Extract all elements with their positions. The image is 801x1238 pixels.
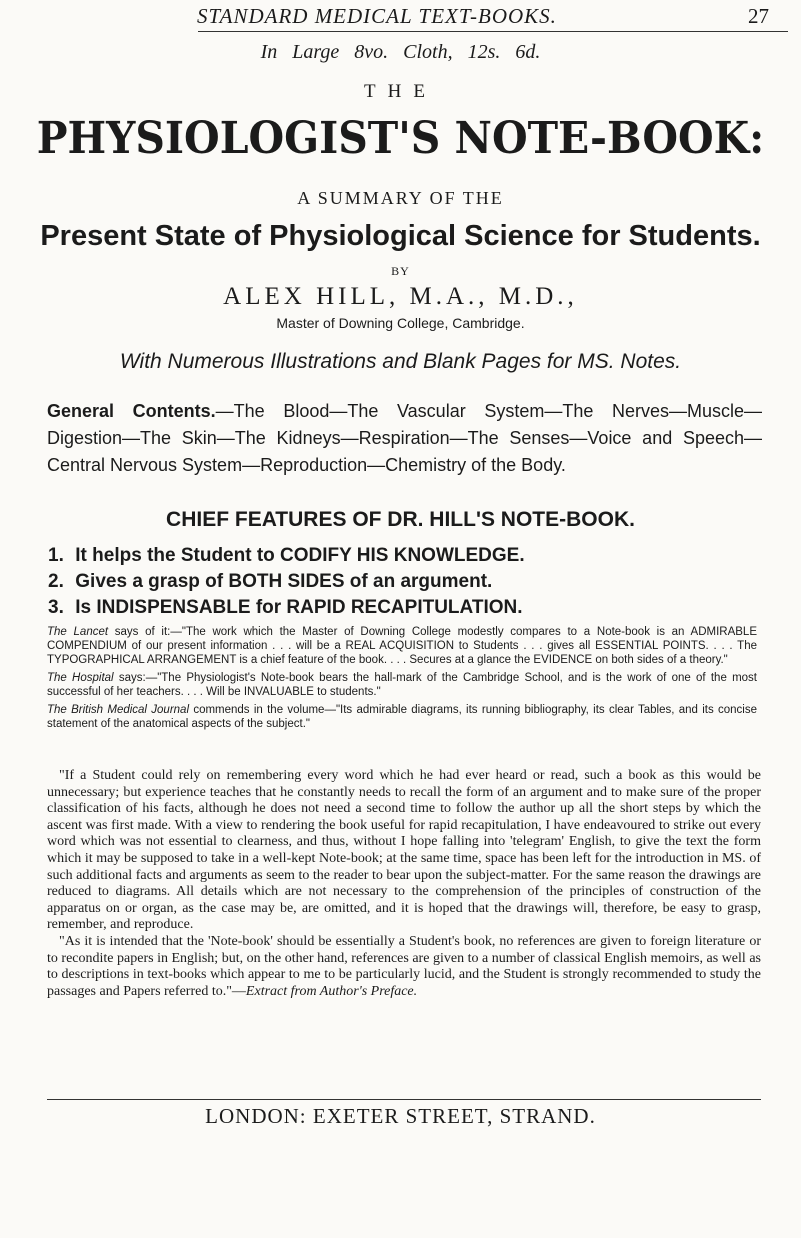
review-source: The British Medical Journal (47, 704, 190, 716)
running-head: STANDARD MEDICAL TEXT-BOOKS. (197, 4, 557, 28)
features-heading: CHIEF FEATURES OF DR. HILL'S NOTE-BOOK. (166, 508, 635, 531)
footer-rule (47, 1099, 761, 1100)
the-word: THE (364, 81, 437, 102)
review-source: The Lancet (47, 626, 109, 638)
header-rule (198, 31, 788, 32)
general-contents (47, 398, 762, 479)
preface-paragraph-text: "As it is intended that the 'Note-book' should be essentially a Student's book, no references are given to foreign literature or to recondite papers in English; but, on the other hand, references are given to a number of classical English memoirs, as well as to descriptions in text-books which appear to me to be particularly lucid, and the Student is strongly recommended to study the passages and Papers referred to."— (47, 933, 761, 999)
page-number: 27 (748, 4, 769, 28)
features-list (48, 543, 768, 621)
feature-item (48, 543, 768, 569)
by-line: BY (391, 264, 410, 278)
book-subtitle: Present State of Physiological Science for Students. (40, 220, 761, 252)
feature-text: Is INDISPENSABLE for RAPID RECAPITULATION. (75, 597, 523, 618)
review-text: says:—"The Physiologist's Note-book bears the hall-mark of the Cambridge School, and is the work of one of the most successful of her teachers. . . . Will be INVALUABLE to students." (47, 672, 757, 698)
preface-attribution: Extract from Author's Preface. (245, 983, 418, 999)
preface-paragraph-2 (47, 934, 761, 1000)
feature-number: 2. (48, 571, 64, 592)
feature-text: Gives a grasp of BOTH SIDES of an argument. (75, 571, 493, 592)
review-hospital (47, 671, 757, 699)
feature-item (48, 595, 768, 621)
preface-extract (47, 768, 761, 1000)
author-name: ALEX HILL, M.A., M.D., (223, 283, 578, 310)
review-text: says of it:—"The work which the Master of Downing College modestly compares to a Note-book is an ADMIRABLE COMPENDIUM of our present information . . . will be a REAL ACQUISITION to Students . . . gives all ESSENTIAL POINTS. . . . The TYPOGRAPHICAL ARRANGEMENT is a chief feature of the book. . . . Secures at a glance the EVIDENCE on both sides of a theory." (47, 626, 757, 666)
author-role: Master of Downing College, Cambridge. (276, 315, 525, 331)
feature-number: 3. (48, 597, 64, 618)
feature-item (48, 569, 768, 595)
feature-text: It helps the Student to CODIFY HIS KNOWLEDGE. (75, 545, 525, 566)
illustrations-line: With Numerous Illustrations and Blank Pages for MS. Notes. (119, 350, 682, 373)
format-line: In Large 8vo. Cloth, 12s. 6d. (260, 41, 541, 63)
feature-number: 1. (48, 545, 64, 566)
review-text: commends in the volume—"Its admirable diagrams, its running bibliography, its clear Tables, and its concise statement of the anatomical aspects of the subject." (47, 704, 757, 730)
review-bmj (47, 703, 757, 731)
contents-text: —The Blood—The Vascular System—The Nerves—Muscle—Digestion—The Skin—The Kidneys—Respiration—The Senses—Voice and Speech—Central Nervous System—Reproduction—Chemistry of the Body. (47, 401, 763, 475)
publisher-imprint: LONDON: EXETER STREET, STRAND. (205, 1104, 596, 1128)
review-lancet (47, 625, 757, 667)
summary-line: A SUMMARY OF THE (297, 188, 504, 208)
preface-paragraph: "If a Student could rely on remembering every word which he had ever heard or read, such a book as this would be unnecessary; but experience teaches that he constantly needs to recall the form of an argument and to make sure of the proper classification of his facts, although he does not need a second time to follow the author up all the short steps by which the ascent was first made. With a view to rendering the book useful for rapid recapitulation, I have endeavoured to strike out every word which was not essential to clearness, and thus, without I hope falling into 'telegram' English, to give the text the form which it may be supposed to take in a well-kept Note-book; at the same time, space has been left for the introduction in MS. of such additional facts and arguments as seem to the reader to bear upon the subject-matter. For the same reason the drawings are reduced to diagrams. All details which are not necessary to the comprehension of the principles of construction of the apparatus on or organ, as the case may be, are omitted, and it is hoped that the drawings will, therefore, be easy to grasp, remember, and reproduce. (47, 768, 761, 933)
review-source: The Hospital (47, 672, 114, 684)
contents-label: General Contents. (47, 401, 216, 421)
press-reviews (47, 625, 757, 735)
book-title: PHYSIOLOGIST'S NOTE-BOOK: (36, 113, 765, 164)
